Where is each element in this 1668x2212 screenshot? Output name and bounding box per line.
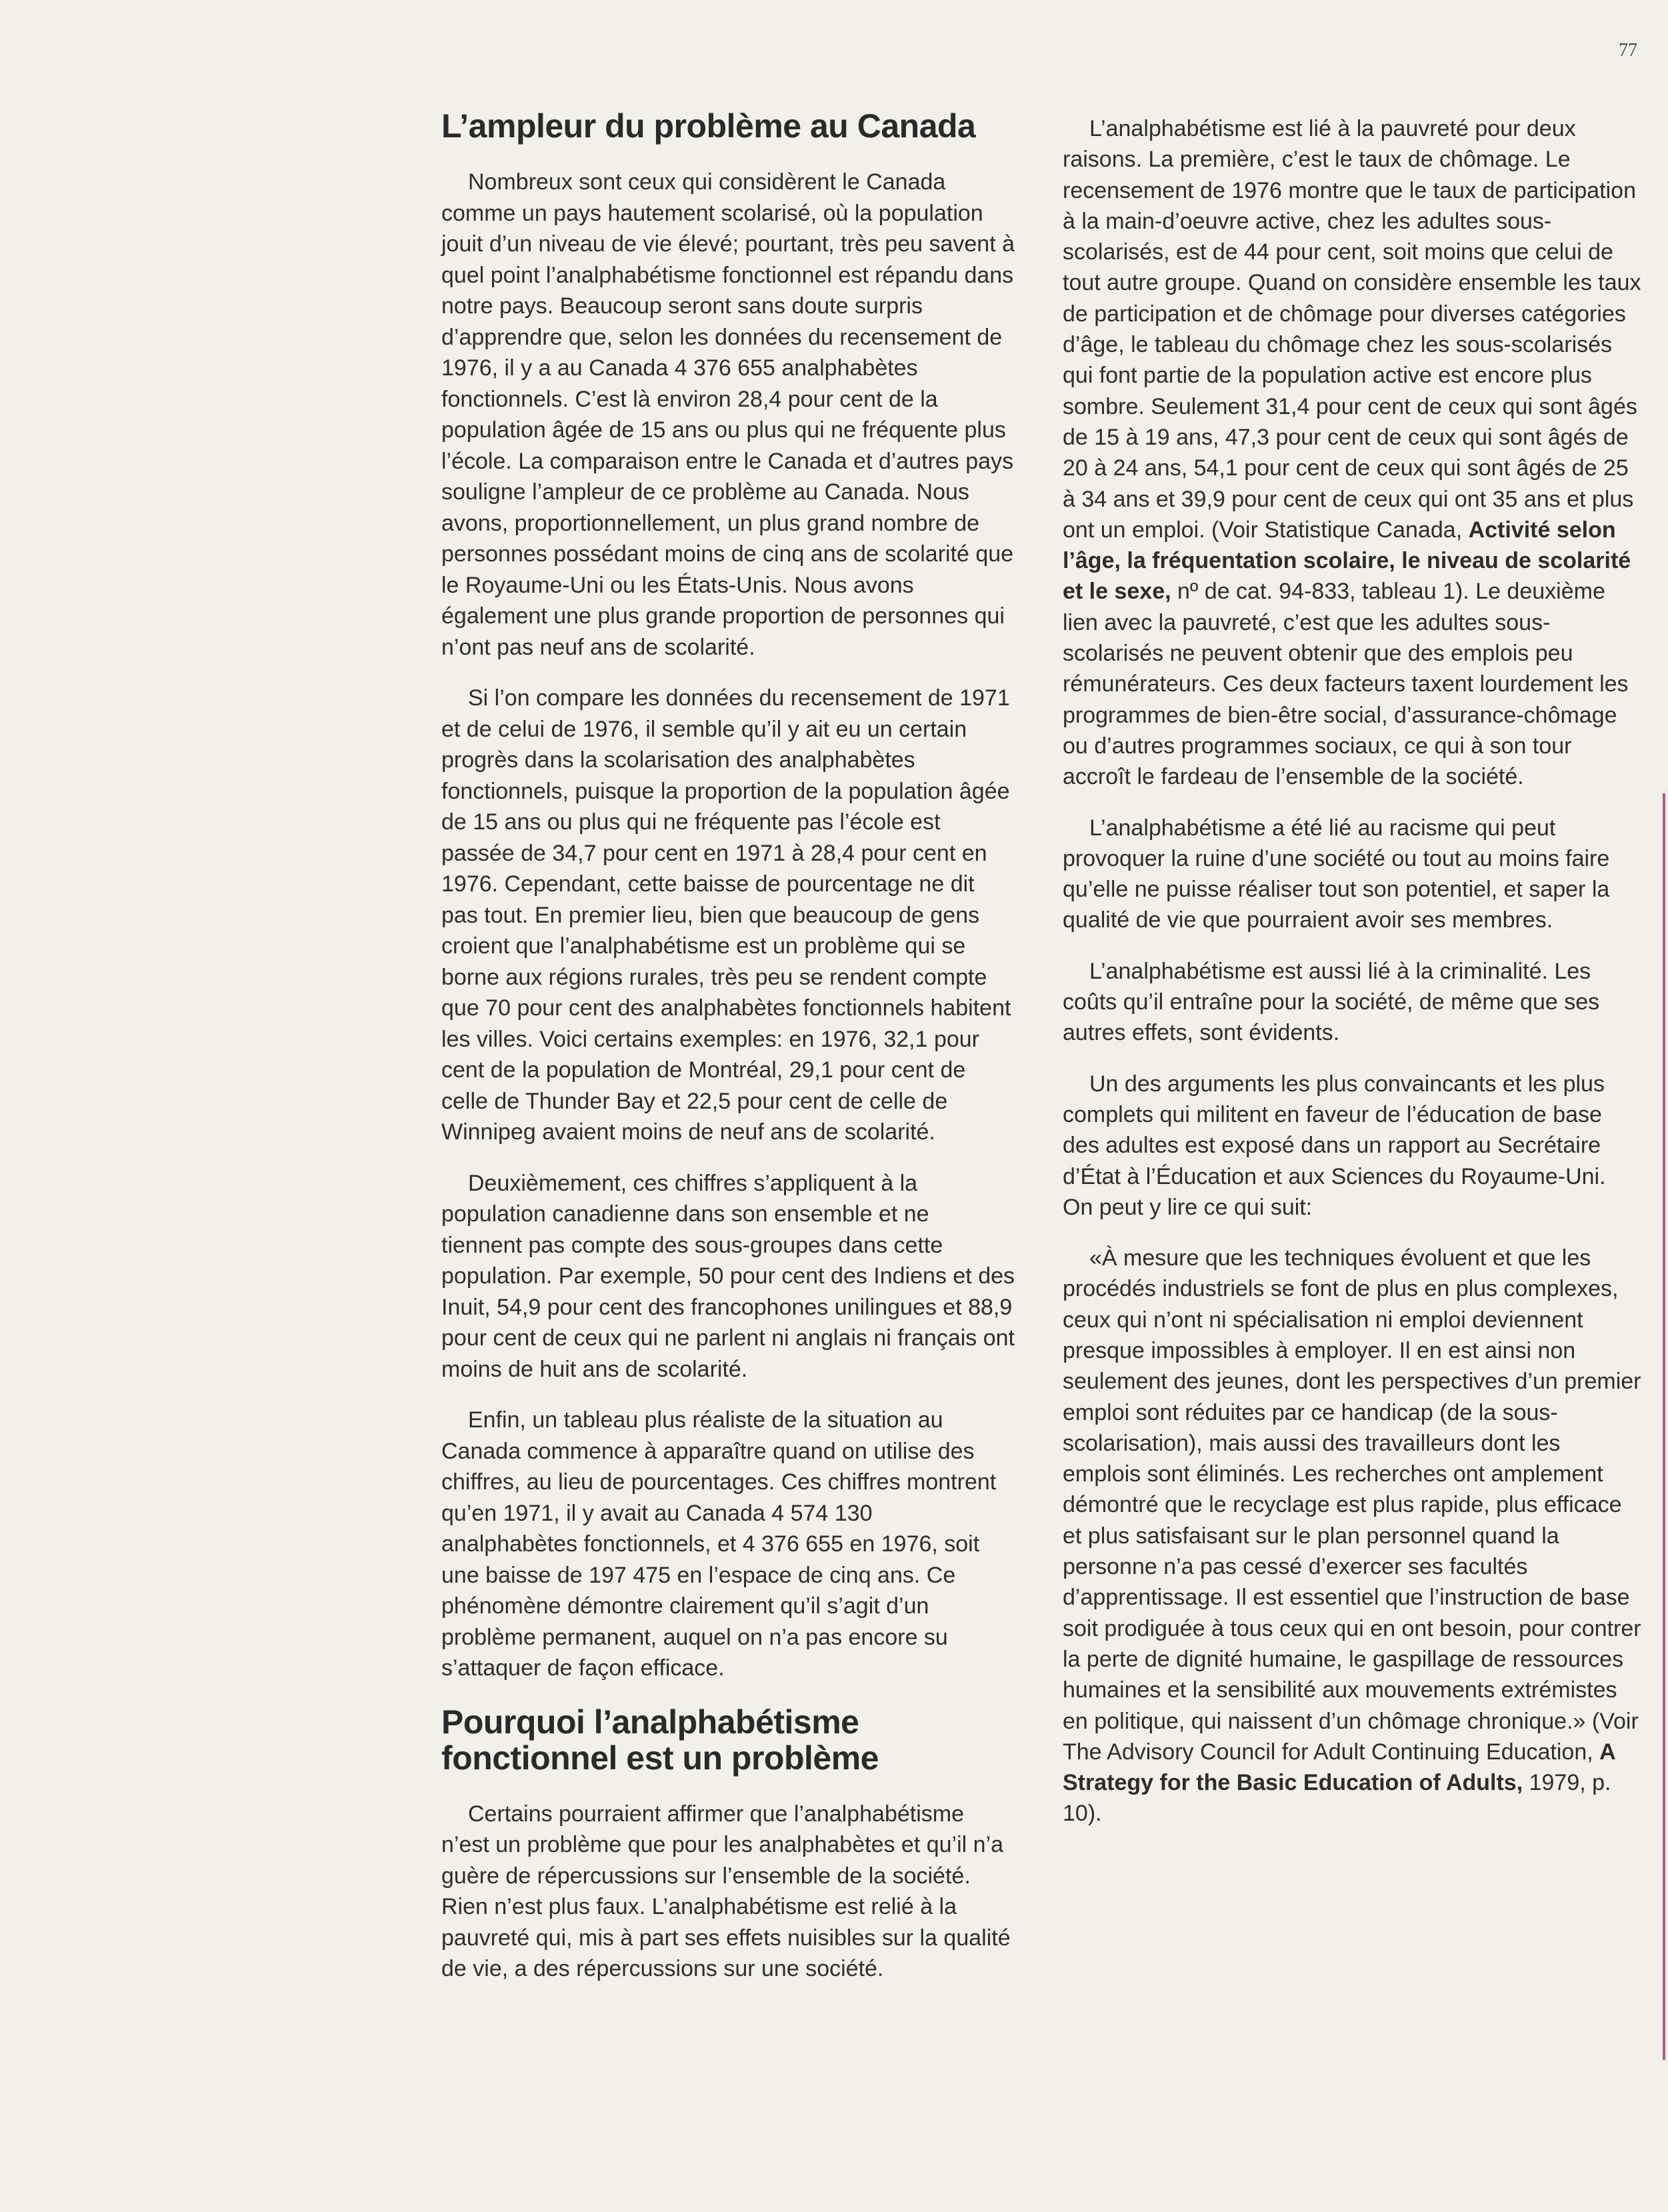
section-heading-ampleur: L’ampleur du problème au Canada (441, 107, 976, 145)
right-column (1063, 113, 1641, 1849)
paragraph: L’analphabétisme a été lié au racisme qui peut provoquer la ruine d’une société ou tout au moins faire qu’elle ne puisse réaliser tout son potentiel, et saper la qualité de vie que pourraient avoir ses membres. (1063, 815, 1610, 933)
text-run: nº de cat. 94-833, tableau 1). Le deuxième lien avec la pauvreté, c’est que les adultes sous-scolarisés ne peuvent obtenir que des emplois peu rémunérateurs. Ces deux facteurs taxent lourdement les programmes de bien-être social, d’assurance-chômage ou d’autres programmes sociaux, ce qui à son tour accroît le fardeau de l’ensemble de la société. (1063, 579, 1629, 790)
left-column (441, 108, 1015, 2005)
text-run: L’analphabétisme est lié à la pauvreté pour deux raisons. La première, c’est le taux de chômage. Le recensement de 1976 montre que le taux de participation à la main-d’oeuvre active, chez les adultes sous-scolarisés, est de 44 pour cent, soit moins que celui de tout autre groupe. Quand on considère ensemble les taux de participation et de chômage pour diverses catégories d’âge, le tableau du chômage chez les sous-scolarisés qui font partie de la population active est encore plus sombre. Seulement 31,4 pour cent de ceux qui sont âgés de 15 à 19 ans, 47,3 pour cent de ceux qui sont âgés de 20 à 24 ans, 54,1 pour cent de ceux qui sont âgés de 25 à 34 ans et 39,9 pour cent de ceux qui ont 35 ans et plus ont un emploi. (Voir Statistique Canada, (1063, 116, 1641, 543)
page-edge-mark (1663, 793, 1665, 2060)
paragraph: Si l’on compare les données du recensement de 1971 et de celui de 1976, il semble qu’il y ait eu un certain progrès dans la scolarisation des analphabètes fonctionnels, puisque la proportion de la population âgée de 15 ans ou plus qui ne fréquente pas l’école est passée de 34,7 pour cent en 1971 à 28,4 pour cent en 1976. Cependant, cette baisse de pourcentage ne dit pas tout. En premier lieu, bien que beaucoup de gens croient que l’analphabétisme est un problème qui se borne aux régions rurales, très peu se rendent compte que 70 pour cent des analphabètes fonctionnels habitent les villes. Voici certains exemples: en 1976, 32,1 pour cent de la population de Montréal, 29,1 pour cent de celle de Thunder Bay et 22,5 pour cent de celle de Winnipeg avaient moins de neuf ans de scolarité. (441, 685, 1011, 1145)
paragraph: Un des arguments les plus convaincants et les plus complets qui militent en faveur de l’éducation de base des adultes est exposé dans un rapport au Secrétaire d’État à l’Éducation et aux Sciences du Royaume-Uni. On peut y lire ce qui suit: (1063, 1071, 1606, 1220)
page-number: 77 (1619, 40, 1637, 61)
paragraph: Certains pourraient affirmer que l’analphabétisme n’est un problème que pour les analphabètes et qu’il n’a guère de répercussions sur l’ensemble de la société. Rien n’est plus faux. L’analphabétisme est relié à la pauvreté qui, mis à part ses effets nuisibles sur la qualité de vie, a des répercussions sur une société. (441, 1801, 1011, 1981)
text-run: 1979, p. 10). (1063, 1770, 1611, 1827)
section-heading-pourquoi: Pourquoi l’analphabétisme fonctionnel est un problème (441, 1703, 879, 1777)
paragraph: Nombreux sont ceux qui considèrent le Canada comme un pays hautement scolarisé, où la population jouit d’un niveau de vie élevé; pourtant, très peu savent à quel point l’analphabétisme fonctionnel est répandu dans notre pays. Beaucoup seront sans doute surpris d’apprendre que, selon les données du recensement de 1976, il y a au Canada 4 376 655 analphabètes fonctionnels. C’est là environ 28,4 pour cent de la population âgée de 15 ans ou plus qui ne fréquente plus l’école. La comparaison entre le Canada et d’autres pays souligne l’ampleur de ce problème au Canada. Nous avons, proportionnellement, un plus grand nombre de personnes possédant moins de cinq ans de scolarité que le Royaume-Uni ou les États-Unis. Nous avons également une plus grande proportion de personnes qui n’ont pas neuf ans de scolarité. (441, 169, 1015, 660)
text-run: «À mesure que les techniques évoluent et que les procédés industriels se font de plus en plus complexes, ceux qui n’ont ni spécialisation ni emploi deviennent presque impossibles à employer. Il en est ainsi non seulement des jeunes, dont les perspectives d’un premier emploi sont réduites par ce handicap (de la sous-scolarisation), mais aussi des travailleurs dont les emplois sont éliminés. Les recherches ont amplement démontré que le recyclage est plus rapide, plus efficace et plus satisfaisant sur le plan personnel quand la personne n’a pas cessé d’exercer ses facultés d’apprentissage. Il est essentiel que l’instruction de base soit prodiguée à tous ceux qui en ont besoin, pour contrer la perte de dignité humaine, le gaspillage de ressources humaines et la sensibilité aux mouvements extrémistes en politique, qui naissent d’un chômage chronique.» (Voir The Advisory Council for Adult Continuing Education, (1063, 1245, 1641, 1765)
paragraph: L’analphabétisme est aussi lié à la criminalité. Les coûts qu’il entraîne pour la société, de même que ses autres effets, sont évidents. (1063, 958, 1600, 1046)
paragraph: Enfin, un tableau plus réaliste de la situation au Canada commence à apparaître quand on utilise des chiffres, au lieu de pourcentages. Ces chiffres montrent qu’en 1971, il y avait au Canada 4 574 130 analphabètes fonctionnels, et 4 376 655 en 1976, soit une baisse de 197 475 en l’espace de cinq ans. Ce phénomène démontre clairement qu’il s’agit d’un problème permanent, auquel on n’a pas encore su s’attaquer de façon efficace. (441, 1407, 997, 1681)
paragraph (1063, 113, 1641, 793)
citation-title: Activité selon l’âge, la fréquentation scolaire, le niveau de scolarité et le sexe, (1063, 517, 1631, 605)
paragraph: Deuxièmement, ces chiffres s’appliquent à la population canadienne dans son ensemble et ne tiennent pas compte des sous-groupes dans cette population. Par exemple, 50 pour cent des Indiens et des Inuit, 54,9 pour cent des francophones unilingues et 88,9 pour cent de ceux qui ne parlent ni anglais ni français ont moins de huit ans de scolarité. (441, 1170, 1015, 1382)
citation-title: A Strategy for the Basic Education of Adults, (1063, 1739, 1615, 1796)
block-quote (1063, 1243, 1641, 1829)
